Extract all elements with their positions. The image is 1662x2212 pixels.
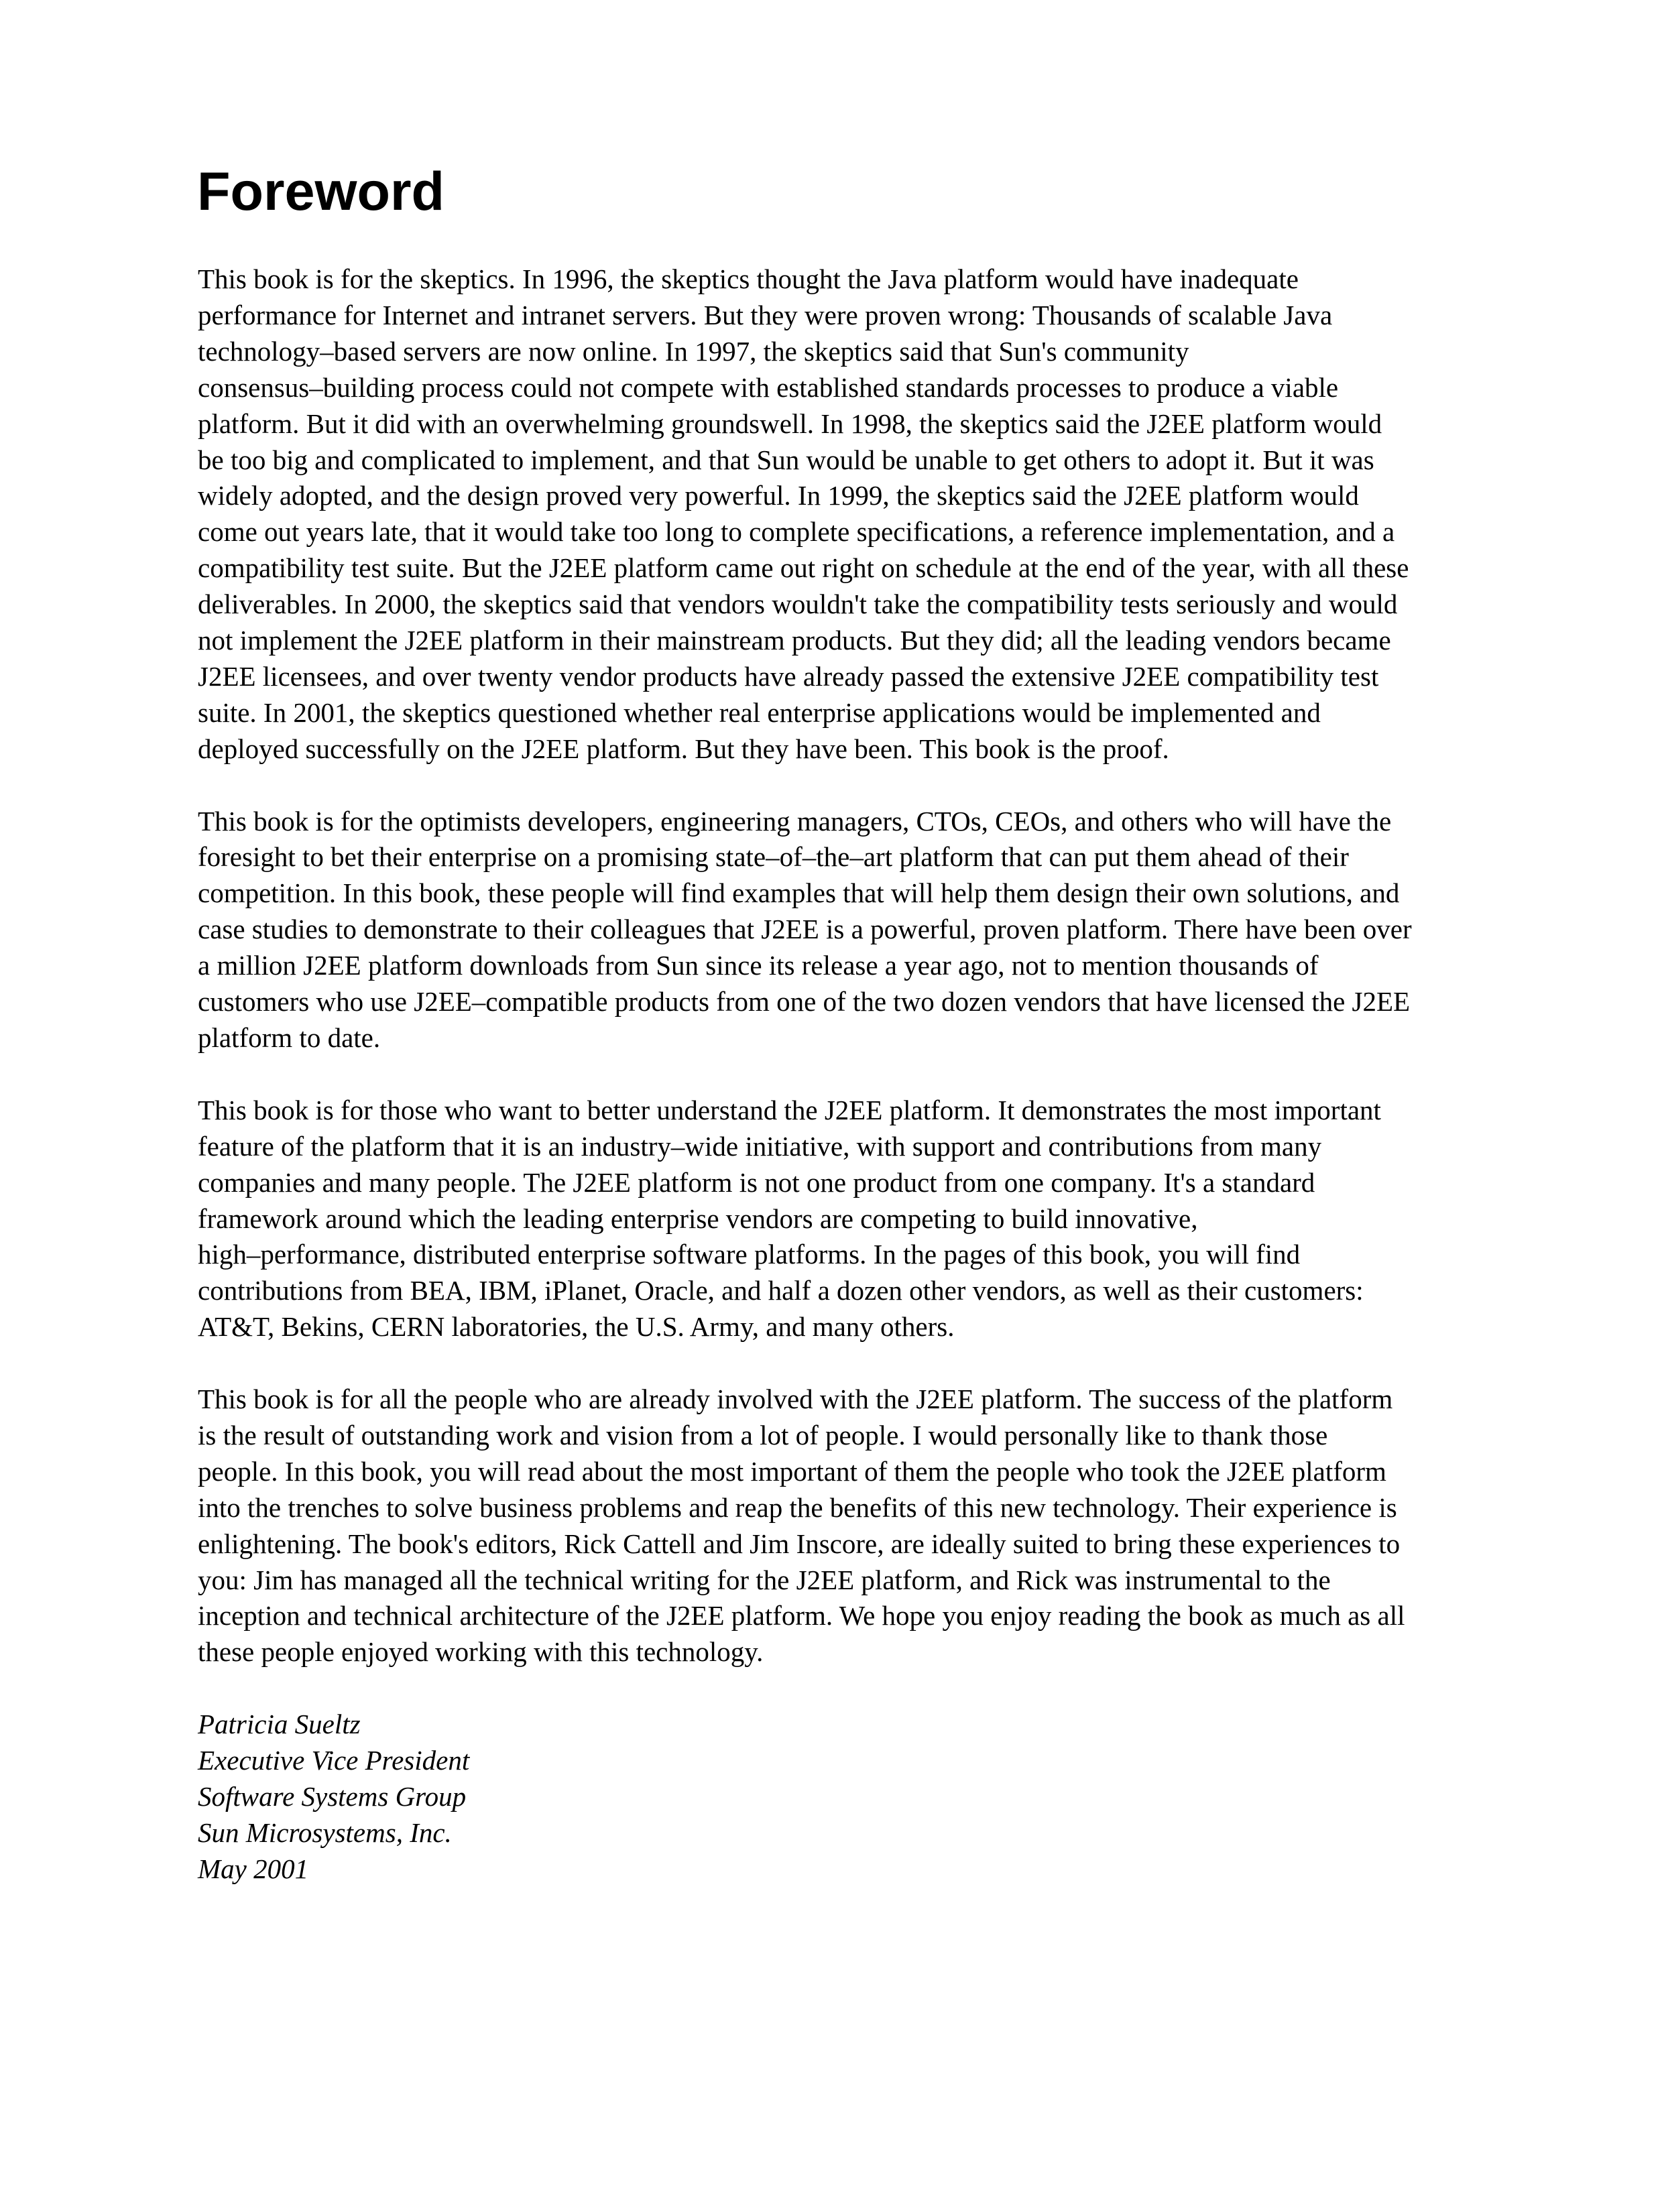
- signature-name: Patricia Sueltz: [198, 1709, 361, 1740]
- text-line: you: Jim has managed all the technical writing for the J2EE platform, and Rick was instrumental to the: [198, 1564, 1331, 1595]
- text-line: widely adopted, and the design proved very powerful. In 1999, the skeptics said the J2EE platform would: [198, 480, 1359, 511]
- paragraph-involved: [198, 1381, 1539, 1670]
- text-line: inception and technical architecture of the J2EE platform. We hope you enjoy reading the book as much as all: [198, 1600, 1405, 1632]
- text-line: platform to date.: [198, 1022, 381, 1054]
- text-line: This book is for the optimists developers, engineering managers, CTOs, CEOs, and others who will have the: [198, 805, 1392, 837]
- paragraph-optimists: [198, 804, 1539, 1056]
- text-line: This book is for those who want to better understand the J2EE platform. It demonstrates the most important: [198, 1094, 1381, 1125]
- text-line: enlightening. The book's editors, Rick Cattell and Jim Inscore, are ideally suited to bring these experiences to: [198, 1528, 1401, 1559]
- text-line: deliverables. In 2000, the skeptics said that vendors wouldn't take the compatibility tests seriously and would: [198, 589, 1398, 620]
- text-line: compatibility test suite. But the J2EE platform came out right on schedule at the end of the year, with all these: [198, 552, 1409, 584]
- text-line: This book is for all the people who are already involved with the J2EE platform. The success of the platform: [198, 1384, 1393, 1415]
- signature-title: Executive Vice President: [198, 1745, 470, 1776]
- text-line: case studies to demonstrate to their colleagues that J2EE is a powerful, proven platform. There have been over: [198, 914, 1412, 945]
- text-line: competition. In this book, these people will find examples that will help them design their own solutions, and: [198, 877, 1400, 909]
- text-line: not implement the J2EE platform in their mainstream products. But they did; all the leading vendors became: [198, 625, 1391, 656]
- paragraph-understand: [198, 1093, 1539, 1345]
- text-line: contributions from BEA, IBM, iPlanet, Oracle, and half a dozen other vendors, as well as their customers:: [198, 1275, 1364, 1306]
- text-line: J2EE licensees, and over twenty vendor products have already passed the extensive J2EE compatibility test: [198, 660, 1379, 692]
- page-title: Foreword: [197, 162, 445, 222]
- text-line: performance for Internet and intranet servers. But they were proven wrong: Thousands of scalable Java: [198, 299, 1333, 330]
- text-line: high–performance, distributed enterprise software platforms. In the pages of this book, you will find: [198, 1239, 1301, 1270]
- text-line: these people enjoyed working with this technology.: [198, 1636, 764, 1668]
- text-line: is the result of outstanding work and vision from a lot of people. I would personally like to thank those: [198, 1419, 1328, 1451]
- text-line: consensus–building process could not compete with established standards processes to produce a viable: [198, 371, 1339, 403]
- signature-date: May 2001: [198, 1853, 309, 1884]
- text-line: companies and many people. The J2EE platform is not one product from one company. It's a standard: [198, 1166, 1315, 1198]
- text-line: customers who use J2EE–compatible products from one of the two dozen vendors that have licensed the J2EE: [198, 986, 1411, 1018]
- signature-block: [198, 1707, 1539, 1888]
- text-line: AT&T, Bekins, CERN laboratories, the U.S. Army, and many others.: [198, 1311, 955, 1343]
- text-line: platform. But it did with an overwhelming groundswell. In 1998, the skeptics said the J2EE platform would: [198, 408, 1382, 439]
- text-line: feature of the platform that it is an industry–wide initiative, with support and contributions from many: [198, 1130, 1322, 1162]
- text-line: people. In this book, you will read about the most important of them the people who took the J2EE platform: [198, 1455, 1386, 1487]
- text-line: suite. In 2001, the skeptics questioned whether real enterprise applications would be implemented and: [198, 696, 1321, 728]
- signature-company: Sun Microsystems, Inc.: [198, 1817, 452, 1848]
- signature-group: Software Systems Group: [198, 1781, 467, 1812]
- text-line: foresight to bet their enterprise on a promising state–of–the–art platform that can put them ahead of their: [198, 841, 1349, 873]
- paragraph-skeptics: [198, 261, 1539, 767]
- text-line: a million J2EE platform downloads from Sun since its release a year ago, not to mention thousands of: [198, 950, 1319, 981]
- text-line: technology–based servers are now online. In 1997, the skeptics said that Sun's community: [198, 335, 1189, 367]
- text-line: framework around which the leading enterprise vendors are competing to build innovative,: [198, 1203, 1198, 1234]
- text-line: be too big and complicated to implement, and that Sun would be unable to get others to adopt it. But it was: [198, 444, 1374, 475]
- foreword-body: [198, 261, 1539, 1888]
- text-line: This book is for the skeptics. In 1996, the skeptics thought the Java platform would have inadequate: [198, 263, 1299, 294]
- text-line: into the trenches to solve business problems and reap the benefits of this new technology. Their experience is: [198, 1491, 1397, 1523]
- text-line: deployed successfully on the J2EE platform. But they have been. This book is the proof.: [198, 733, 1169, 764]
- text-line: come out years late, that it would take too long to complete specifications, a reference implementation, and a: [198, 516, 1395, 548]
